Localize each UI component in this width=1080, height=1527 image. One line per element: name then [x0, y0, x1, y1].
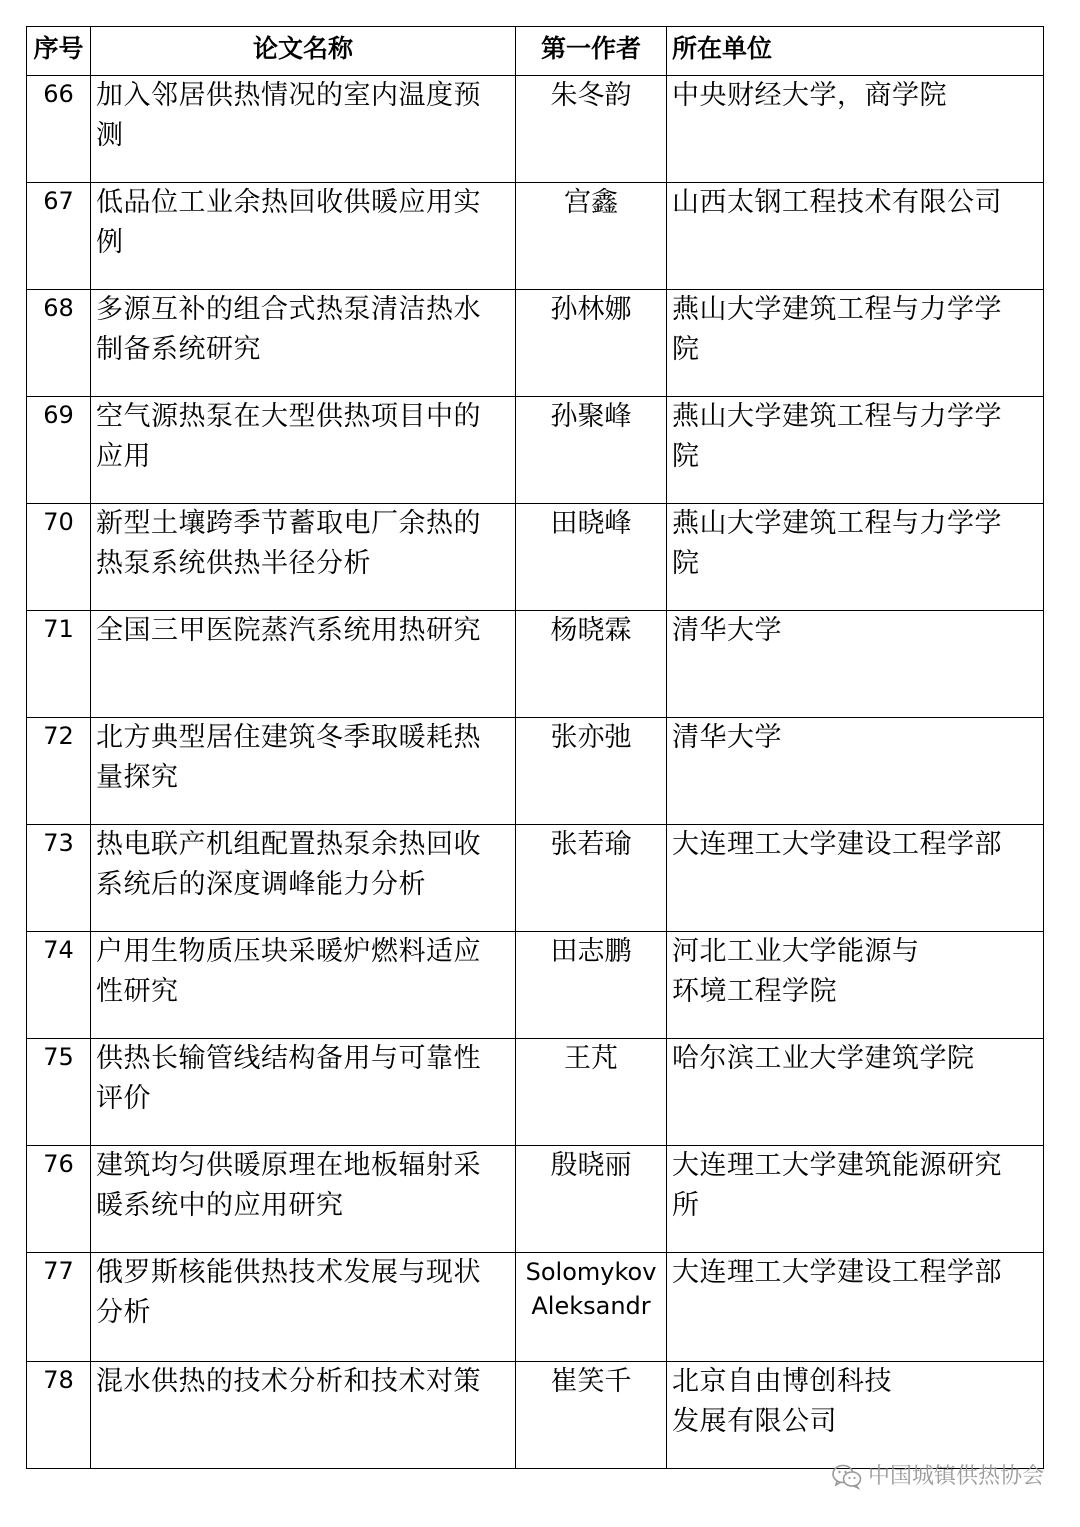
affiliation: 大连理工大学建设工程学部: [667, 825, 1044, 932]
affiliation: 燕山大学建筑工程与力学学 院: [667, 397, 1044, 504]
row-number: 77: [27, 1253, 91, 1362]
first-author: 孙林娜: [516, 290, 667, 397]
affiliation: 大连理工大学建设工程学部: [667, 1253, 1044, 1362]
header-unit: 所在单位: [667, 27, 1044, 76]
table-row: [27, 825, 1044, 932]
affiliation: 山西太钢工程技术有限公司: [667, 183, 1044, 290]
table-row: [27, 183, 1044, 290]
first-author: 崔笑千: [516, 1362, 667, 1469]
affiliation: 大连理工大学建筑能源研究 所: [667, 1146, 1044, 1253]
table-row: [27, 1362, 1044, 1469]
first-author: 宫鑫: [516, 183, 667, 290]
wechat-icon: [832, 1464, 862, 1490]
row-number: 76: [27, 1146, 91, 1253]
table-header: [27, 27, 1044, 76]
paper-title: 北方典型居住建筑冬季取暖耗热 量探究: [91, 718, 516, 825]
first-author: 殷晓丽: [516, 1146, 667, 1253]
row-number: 74: [27, 932, 91, 1039]
first-author: 田志鹏: [516, 932, 667, 1039]
first-author: 杨晓霖: [516, 611, 667, 718]
table-row: [27, 397, 1044, 504]
table-row: [27, 932, 1044, 1039]
header-no: 序号: [27, 27, 91, 76]
row-number: 73: [27, 825, 91, 932]
row-number: 68: [27, 290, 91, 397]
row-number: 75: [27, 1039, 91, 1146]
affiliation: 清华大学: [667, 611, 1044, 718]
first-author: 田晓峰: [516, 504, 667, 611]
affiliation: 清华大学: [667, 718, 1044, 825]
first-author: 孙聚峰: [516, 397, 667, 504]
header-author: 第一作者: [516, 27, 667, 76]
paper-title: 多源互补的组合式热泵清洁热水 制备系统研究: [91, 290, 516, 397]
papers-table: [26, 26, 1044, 1469]
first-author: 朱冬韵: [516, 76, 667, 183]
paper-title: 新型土壤跨季节蓄取电厂余热的 热泵系统供热半径分析: [91, 504, 516, 611]
first-author: 张若瑜: [516, 825, 667, 932]
table-row: [27, 1039, 1044, 1146]
table-row: [27, 718, 1044, 825]
paper-title: 俄罗斯核能供热技术发展与现状 分析: [91, 1253, 516, 1362]
watermark: [832, 1462, 1044, 1492]
table-row: [27, 504, 1044, 611]
table-body: [27, 76, 1044, 1469]
paper-title: 热电联产机组配置热泵余热回收 系统后的深度调峰能力分析: [91, 825, 516, 932]
row-number: 78: [27, 1362, 91, 1469]
table-row: [27, 1253, 1044, 1362]
row-number: 66: [27, 76, 91, 183]
affiliation: 哈尔滨工业大学建筑学院: [667, 1039, 1044, 1146]
first-author: Solomykov Aleksandr: [516, 1253, 667, 1362]
affiliation: 中央财经大学，商学院: [667, 76, 1044, 183]
affiliation: 燕山大学建筑工程与力学学 院: [667, 504, 1044, 611]
affiliation: 河北工业大学能源与 环境工程学院: [667, 932, 1044, 1039]
header-row: [27, 27, 1044, 76]
affiliation: 北京自由博创科技 发展有限公司: [667, 1362, 1044, 1469]
table-row: [27, 290, 1044, 397]
header-title: 论文名称: [91, 27, 516, 76]
paper-title: 建筑均匀供暖原理在地板辐射采 暖系统中的应用研究: [91, 1146, 516, 1253]
row-number: 70: [27, 504, 91, 611]
table-row: [27, 1146, 1044, 1253]
affiliation: 燕山大学建筑工程与力学学 院: [667, 290, 1044, 397]
paper-title: 供热长输管线结构备用与可靠性 评价: [91, 1039, 516, 1146]
row-number: 71: [27, 611, 91, 718]
row-number: 72: [27, 718, 91, 825]
table-row: [27, 611, 1044, 718]
row-number: 67: [27, 183, 91, 290]
paper-title: 混水供热的技术分析和技术对策: [91, 1362, 516, 1469]
paper-title: 低品位工业余热回收供暖应用实 例: [91, 183, 516, 290]
row-number: 69: [27, 397, 91, 504]
watermark-text: 中国城镇供热协会: [867, 1464, 1044, 1489]
first-author: 王芃: [516, 1039, 667, 1146]
first-author: 张亦弛: [516, 718, 667, 825]
paper-title: 空气源热泵在大型供热项目中的 应用: [91, 397, 516, 504]
paper-title: 加入邻居供热情况的室内温度预 测: [91, 76, 516, 183]
table-row: [27, 76, 1044, 183]
paper-title: 户用生物质压块采暖炉燃料适应 性研究: [91, 932, 516, 1039]
paper-title: 全国三甲医院蒸汽系统用热研究: [91, 611, 516, 718]
